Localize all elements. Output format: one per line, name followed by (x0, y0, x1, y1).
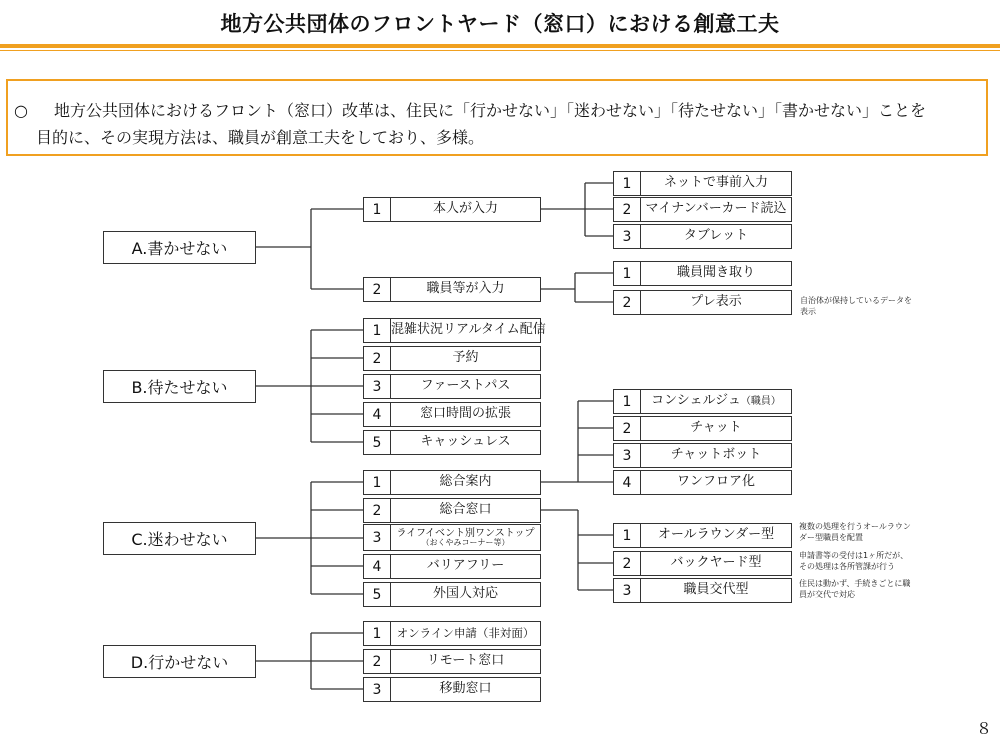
c-sub-item (613, 416, 792, 441)
intro-text-line2: 目的に、その実現方法は、職員が創意工夫をしており、多様。 (36, 128, 485, 147)
item-label: プレ表示 (690, 294, 742, 310)
item-number: 1 (364, 198, 391, 221)
item-number: 3 (364, 525, 391, 550)
item-label: 予約 (452, 350, 479, 366)
page-title: 地方公共団体のフロントヤード（窓口）における創意工夫 (220, 12, 780, 36)
item-label: チャット (690, 420, 742, 436)
intro-text-line1: 地方公共団体におけるフロント（窓口）改革は、住民に「行かせない」「迷わせない」「待たせない」「書かせない」ことを (54, 101, 927, 120)
item-label: 職員等が入力 (426, 281, 505, 297)
item-label-sub: （職員） (740, 396, 781, 407)
item-label: 混雑状況リアルタイム配信 (391, 322, 546, 338)
item-label: 職員交代型 (683, 582, 749, 598)
note-line: 自治体が保持しているデータを (800, 296, 912, 305)
a-sub-item (613, 197, 792, 222)
c-item (363, 582, 541, 607)
item-number: 1 (364, 319, 391, 342)
c-sub-item (613, 523, 792, 548)
b-item (363, 318, 546, 343)
item-label: 総合案内 (439, 474, 492, 490)
c-note-allrounder (799, 521, 911, 543)
b-item (363, 402, 541, 427)
note-line: 表示 (800, 307, 816, 316)
page-number: ８ (976, 719, 993, 738)
item-number: 1 (614, 172, 641, 195)
c-item (363, 498, 541, 523)
item-number: 4 (364, 403, 391, 426)
item-label-main: コンシェルジュ (651, 393, 741, 409)
note-line: 住民は動かず、手続きごとに職 (799, 579, 911, 588)
note-line: 申請書等の受付は1ヶ所だが、 (799, 551, 909, 560)
c-note-staff-rotation (799, 578, 910, 600)
note-line: 員が交代で対応 (799, 590, 855, 599)
item-label: マイナンバーカード読込 (645, 201, 787, 217)
note-line: ダー型職員を配置 (799, 533, 863, 542)
item-number: 1 (614, 390, 641, 413)
item-number: 1 (614, 262, 641, 285)
item-label (641, 390, 791, 413)
item-number: 2 (364, 650, 391, 673)
item-number: 4 (614, 471, 641, 494)
item-label: 職員聞き取り (676, 265, 755, 281)
item-label: 移動窓口 (439, 681, 492, 697)
item-number: 3 (364, 678, 391, 701)
item-label: オールラウンダー型 (657, 527, 775, 543)
d-item (363, 677, 541, 702)
category-d: D.行かせない (103, 645, 256, 678)
item-label: 総合窓口 (439, 502, 492, 518)
item-label: ワンフロア化 (676, 474, 755, 490)
intro-bullet: ○ (14, 101, 28, 120)
a-item (363, 277, 541, 302)
item-number: 3 (614, 225, 641, 248)
item-label: タブレット (683, 228, 749, 244)
a-sub-item (613, 290, 792, 315)
item-number: 2 (364, 499, 391, 522)
item-number: 2 (614, 291, 641, 314)
a-sub-item (613, 224, 792, 249)
item-number: 3 (614, 444, 641, 467)
b-item (363, 374, 541, 399)
item-number: 2 (614, 198, 641, 221)
item-number: 2 (614, 417, 641, 440)
item-number: 1 (614, 524, 641, 547)
category-b: B.待たせない (103, 370, 256, 403)
category-a: A.書かせない (103, 231, 256, 264)
item-label: チャットボット (670, 447, 762, 463)
a-sub-item (613, 261, 792, 286)
item-label: リモート窓口 (426, 653, 505, 669)
item-number: 4 (364, 555, 391, 578)
item-label (391, 525, 540, 550)
item-number: 2 (364, 347, 391, 370)
item-label: 外国人対応 (432, 586, 498, 602)
item-label: 本人が入力 (432, 201, 498, 217)
item-label: オンライン申請（非対面） (396, 626, 535, 641)
c-sub-item (613, 443, 792, 468)
note-line: 複数の処理を行うオールラウン (799, 522, 911, 531)
item-number: 5 (364, 583, 391, 606)
c-sub-item (613, 389, 792, 414)
item-number: 3 (364, 375, 391, 398)
note-line: その処理は各所管課が行う (799, 562, 895, 571)
c-sub-item (613, 470, 792, 495)
item-label-main: ライフイベント別ワンストップ (396, 527, 535, 539)
item-label: バックヤード型 (670, 555, 762, 571)
c-sub-item (613, 551, 792, 576)
item-label-sub: （おくやみコーナー等） (421, 537, 510, 547)
c-item (363, 554, 541, 579)
c-item (363, 524, 541, 551)
c-note-backyard (799, 550, 908, 572)
item-number: 1 (364, 622, 391, 645)
item-number: 5 (364, 431, 391, 454)
c-item (363, 470, 541, 495)
item-label: 窓口時間の拡張 (419, 406, 511, 422)
item-number: 1 (364, 471, 391, 494)
b-item (363, 346, 541, 371)
item-number: 3 (614, 579, 641, 602)
a-sub-item (613, 171, 792, 196)
item-label: バリアフリー (426, 558, 505, 574)
a-note (800, 295, 912, 317)
item-number: 2 (614, 552, 641, 575)
item-label: ネットで事前入力 (663, 175, 768, 191)
d-item (363, 621, 541, 646)
c-sub-item (613, 578, 792, 603)
category-c: C.迷わせない (103, 522, 256, 555)
item-number: 2 (364, 278, 391, 301)
item-label: ファーストパス (420, 378, 511, 394)
item-label: キャッシュレス (420, 434, 511, 450)
d-item (363, 649, 541, 674)
a-item (363, 197, 541, 222)
b-item (363, 430, 541, 455)
